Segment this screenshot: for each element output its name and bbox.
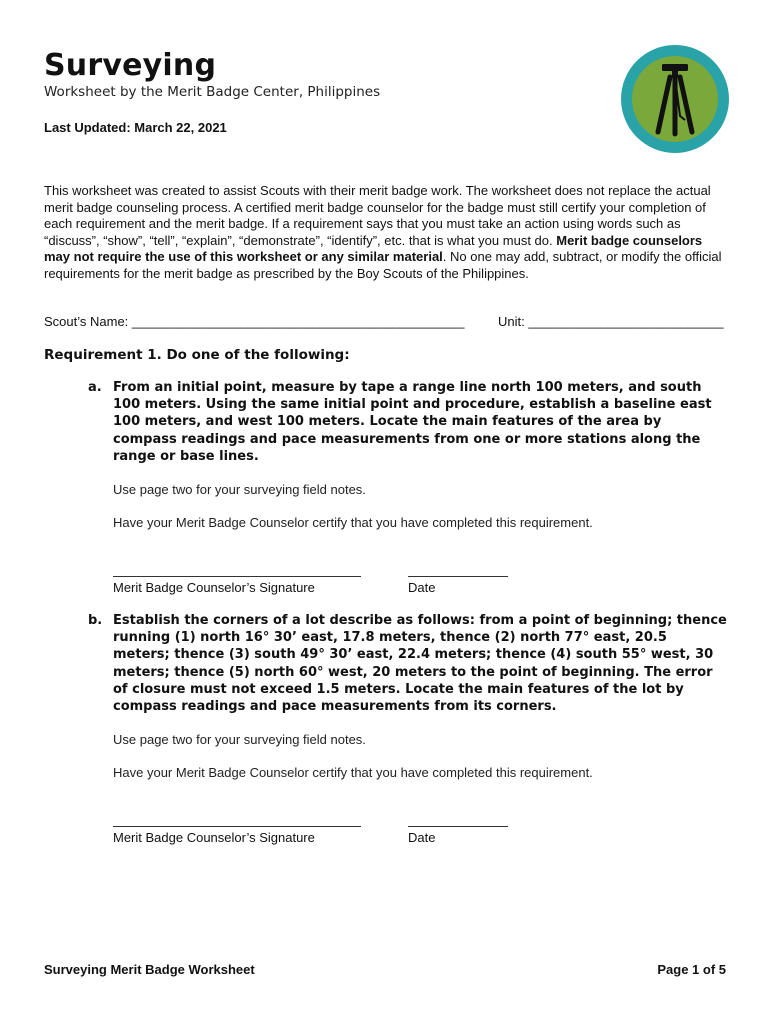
page-title: Surveying bbox=[44, 48, 217, 83]
date-label: Date bbox=[408, 830, 436, 845]
item-text: Establish the corners of a lot describe as follows: from a point of beginning; thence running (1) north 16° 30’ east, 17.8 meters, thence (2) north 77° east, 20.5 meters; thence (3) south 49° 30’ east, 22.4 meters; thence (4) south 55° west, 30 meters; thence (5) north 60° west, 20 meters to the point of beginning. The error of closure must not exceed 1.5 meters. Locate the main features of the lot by compass readings and pace measurements from its corners. bbox=[113, 613, 727, 715]
field-notes-note: Use page two for your surveying field notes. bbox=[113, 482, 366, 497]
certify-note: Have your Merit Badge Counselor certify that you have completed this requirement. bbox=[113, 765, 593, 780]
scout-name-field[interactable]: Scout’s Name: ______________________________________________ bbox=[44, 314, 465, 329]
signature-label: Merit Badge Counselor’s Signature bbox=[113, 580, 315, 595]
intro-paragraph bbox=[44, 183, 724, 283]
date-line[interactable] bbox=[408, 826, 508, 827]
intro-text-emphasis: Merit badge counselors may not require the use of this worksheet or any similar material bbox=[44, 232, 703, 265]
signature-line[interactable] bbox=[113, 576, 361, 577]
footer-title: Surveying Merit Badge Worksheet bbox=[44, 962, 255, 977]
item-text: From an initial point, measure by tape a range line north 100 meters, and south 100 meters. Using the same initial point and procedure, establish a baseline east 100 meters, and west 100 meters. Locate the main features of the area by compass readings and pace measurements from one or more stations along the range or base lines. bbox=[113, 380, 712, 464]
page-subtitle: Worksheet by the Merit Badge Center, Philippines bbox=[44, 84, 381, 100]
last-updated: Last Updated: March 22, 2021 bbox=[44, 120, 227, 135]
intro-text-start: This worksheet was created to assist Scouts with their merit badge work. The worksheet does not replace the actual merit badge counseling process. A certified merit badge counselor for the badge must still certify your completion of each requirement and the merit badge. If a requirement says that you must take an action using words such as “discuss”, “show”, “tell”, “explain”, “demonstrate”, “identify”, etc. that is what you must do. bbox=[44, 183, 711, 248]
unit-field[interactable]: Unit: ___________________________ bbox=[498, 314, 724, 329]
date-label: Date bbox=[408, 580, 436, 595]
date-line[interactable] bbox=[408, 576, 508, 577]
page-number: Page 1 of 5 bbox=[657, 962, 726, 977]
item-letter: b. bbox=[88, 613, 103, 628]
certify-note: Have your Merit Badge Counselor certify that you have completed this requirement. bbox=[113, 515, 593, 530]
intro-text-end: . No one may add, subtract, or modify the official requirements for the merit badge as prescribed by the Boy Scouts of the Philippines. bbox=[44, 249, 722, 281]
surveying-tripod-badge-icon bbox=[620, 44, 730, 154]
scout-info-row bbox=[44, 314, 726, 329]
field-notes-note: Use page two for your surveying field notes. bbox=[113, 732, 366, 747]
signature-line[interactable] bbox=[113, 826, 361, 827]
signature-label: Merit Badge Counselor’s Signature bbox=[113, 830, 315, 845]
requirement-title: Requirement 1. Do one of the following: bbox=[44, 347, 350, 363]
item-letter: a. bbox=[88, 380, 102, 395]
